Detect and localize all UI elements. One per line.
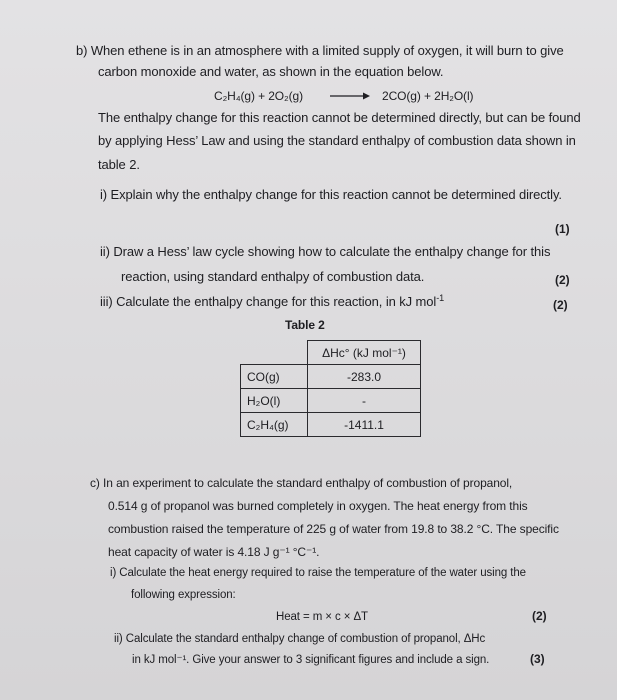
question-b-ii-line-2: reaction, using standard enthalpy of combustion data. (121, 269, 425, 284)
table-cell-substance: H₂O(l) (241, 389, 308, 413)
question-c-line-4: heat capacity of water is 4.18 J g⁻¹ °C⁻¹. (108, 545, 320, 559)
question-c-line-1: c) In an experiment to calculate the standard enthalpy of combustion of propanol, (90, 476, 513, 490)
question-c-line-3: combustion raised the temperature of 225 g of water from 19.8 to 38.2 °C. The specific (108, 522, 559, 536)
question-c-i-line-2: following expression: (131, 589, 236, 601)
table-cell-substance: C₂H₄(g) (241, 413, 308, 437)
paragraph-line-3: table 2. (98, 157, 140, 172)
equation-products: 2CO(g) + 2H₂O(l) (382, 89, 474, 103)
table-cell-value: -283.0 (308, 365, 421, 389)
question-b-iii-text: iii) Calculate the enthalpy change for this reaction, in kJ mol (100, 294, 437, 309)
paragraph-line-1: The enthalpy change for this reaction cannot be determined directly, but can be found (98, 110, 581, 125)
question-b-i-marks: (1) (555, 222, 570, 236)
reaction-arrow-icon (330, 91, 370, 101)
table-cell-value: -1411.1 (308, 413, 421, 437)
paragraph-line-2: by applying Hess’ Law and using the standard enthalpy of combustion data shown in (98, 133, 576, 148)
question-c-line-2: 0.514 g of propanol was burned completely in oxygen. The heat energy from this (108, 499, 528, 513)
question-c-i-marks: (2) (532, 609, 547, 623)
enthalpy-table (240, 340, 421, 437)
question-b-ii-marks: (2) (555, 273, 570, 287)
table-caption: Table 2 (285, 318, 325, 332)
question-b-i: i) Explain why the enthalpy change for this reaction cannot be determined directly. (100, 187, 562, 202)
question-b-ii-line-1: ii) Draw a Hess’ law cycle showing how to calculate the enthalpy change for this (100, 244, 551, 259)
table-header-empty (241, 341, 308, 365)
table-header-value: ΔHc° (kJ mol⁻¹) (308, 341, 421, 365)
equation-reactants: C₂H₄(g) + 2O₂(g) (214, 89, 303, 103)
question-c-i-line-1: i) Calculate the heat energy required to raise the temperature of the water using the (110, 567, 526, 579)
table-row (241, 389, 421, 413)
table-row (241, 413, 421, 437)
heat-formula: Heat = m × c × ΔT (276, 611, 368, 623)
question-b-iii-unit-exponent: -1 (436, 293, 445, 303)
question-c-ii-marks: (3) (530, 652, 545, 666)
question-b-line-2: carbon monoxide and water, as shown in the equation below. (98, 64, 444, 79)
table-header-row (241, 341, 421, 365)
table-row (241, 365, 421, 389)
question-c-ii-line-1: ii) Calculate the standard enthalpy change of combustion of propanol, ΔHc (114, 633, 486, 645)
question-c-ii-line-2: in kJ mol⁻¹. Give your answer to 3 significant figures and include a sign. (132, 654, 490, 666)
question-b-iii (100, 294, 444, 310)
question-b-line-1: b) When ethene is in an atmosphere with a limited supply of oxygen, it will burn to give (76, 43, 564, 58)
table-cell-substance: CO(g) (241, 365, 308, 389)
table-cell-value: - (308, 389, 421, 413)
question-b-iii-marks: (2) (553, 298, 568, 312)
